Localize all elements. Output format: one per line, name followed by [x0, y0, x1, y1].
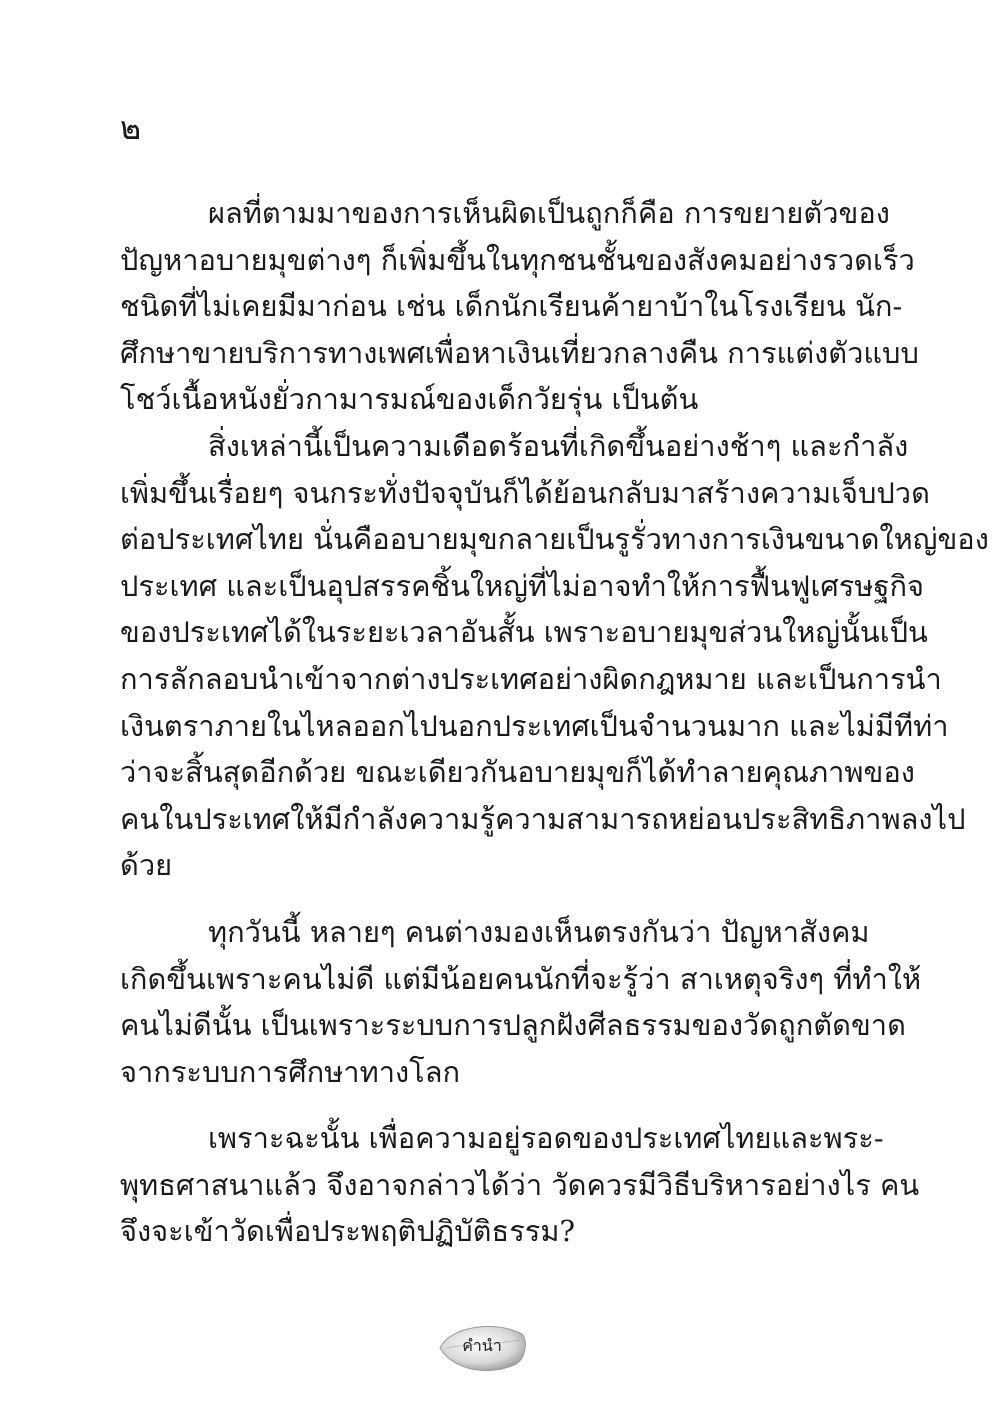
text-line: เพราะฉะนั้น เพื่อความอยู่รอดของประเทศไทยและพระ-	[208, 1121, 884, 1156]
text-line: ปัญหาอบายมุขต่างๆ ก็เพิ่มขึ้นในทุกชนชั้นของสังคมอย่างรวดเร็ว	[120, 242, 915, 277]
text-line: สิ่งเหล่านี้เป็นความเดือดร้อนที่เกิดขึ้นอย่างช้าๆ และกำลัง	[208, 428, 909, 463]
text-line: เพิ่มขึ้นเรื่อยๆ จนกระทั่งปัจจุบันก็ได้ย้อนกลับมาสร้างความเจ็บปวด	[120, 475, 930, 510]
text-line: ของประเทศได้ในระยะเวลาอันสั้น เพราะอบายมุขส่วนใหญ่นั้นเป็น	[120, 615, 928, 650]
paragraph-2	[120, 423, 989, 889]
text-line: คนไม่ดีนั้น เป็นเพราะระบบการปลูกฝังศีลธรรมของวัดถูกตัดขาด	[120, 1008, 906, 1043]
text-line: จึงจะเข้าวัดเพื่อประพฤติปฏิบัติธรรม?	[120, 1214, 576, 1249]
text-line: พุทธศาสนาแล้ว จึงอาจกล่าวได้ว่า วัดควรมีวิธีบริหารอย่างไร คน	[120, 1167, 920, 1202]
text-line: ศึกษาขายบริการทางเพศเพื่อหาเงินเที่ยวกลางคืน การแต่งตัวแบบ	[120, 335, 919, 370]
body-text	[120, 190, 989, 1255]
text-line: ต่อประเทศไทย นั่นคืออบายมุขกลายเป็นรูรั่วทางการเงินขนาดใหญ่ของ	[120, 522, 989, 557]
footer-section-tab	[436, 1318, 528, 1374]
text-line: เกิดขึ้นเพราะคนไม่ดี แต่มีน้อยคนนักที่จะรู้ว่า สาเหตุจริงๆ ที่ทำให้	[120, 961, 922, 996]
paragraph-1	[120, 190, 919, 423]
text-line: ด้วย	[120, 848, 173, 883]
text-line: ผลที่ตามมาของการเห็นผิดเป็นถูกก็คือ การขยายตัวของ	[208, 196, 890, 230]
text-line: ทุกวันนี้ หลายๆ คนต่างมองเห็นตรงกันว่า ปัญหาสังคม	[208, 914, 870, 949]
paragraph-3	[120, 909, 922, 1095]
text-line: คนในประเทศให้มีกำลังความรู้ความสามารถหย่อนประสิทธิภาพลงไป	[120, 801, 966, 836]
page-number: ๒	[120, 109, 142, 147]
text-line: เงินตราภายในไหลออกไปนอกประเทศเป็นจำนวนมาก และไม่มีทีท่า	[120, 708, 949, 743]
text-line: ชนิดที่ไม่เคยมีมาก่อน เช่น เด็กนักเรียนค้ายาบ้าในโรงเรียน นัก-	[120, 289, 903, 324]
text-line: ว่าจะสิ้นสุดอีกด้วย ขณะเดียวกันอบายมุขก็ได้ทำลายคุณภาพของ	[120, 755, 915, 790]
text-line: จากระบบการศึกษาทางโลก	[120, 1054, 461, 1089]
footer-label: คำนำ	[462, 1336, 502, 1355]
text-line: โชว์เนื้อหนังยั่วกามารมณ์ของเด็กวัยรุ่น เป็นต้น	[120, 382, 699, 417]
paragraph-4	[120, 1115, 920, 1255]
text-line: การลักลอบนำเข้าจากต่างประเทศอย่างผิดกฎหมาย และเป็นการนำ	[120, 661, 942, 696]
text-line: ประเทศ และเป็นอุปสรรคชิ้นใหญ่ที่ไม่อาจทำให้การฟื้นฟูเศรษฐกิจ	[120, 568, 925, 603]
